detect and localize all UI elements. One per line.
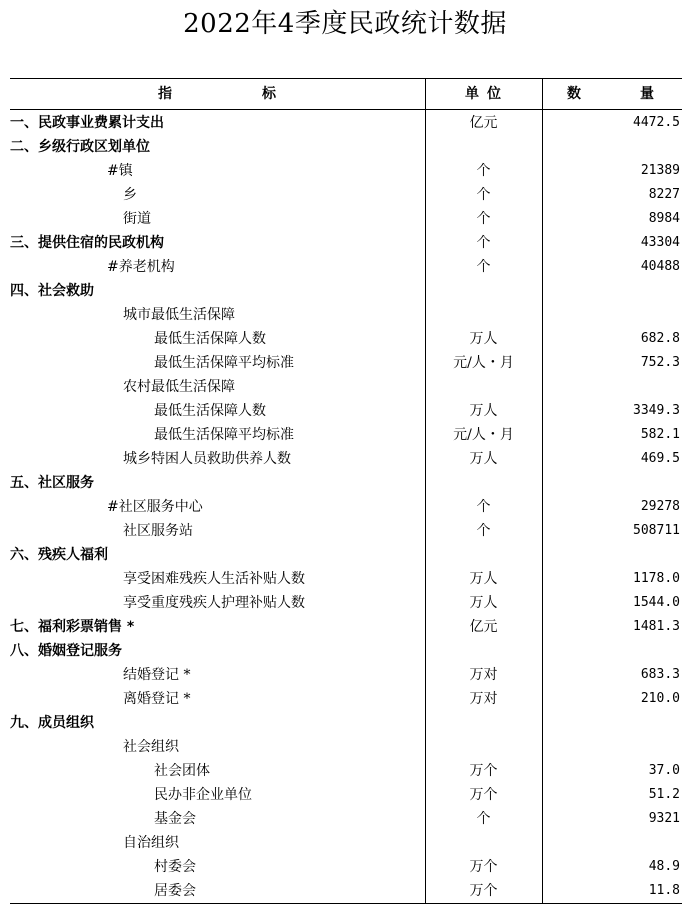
- unit-cell: 万对: [469, 667, 498, 683]
- indicator-name: 享受重度残疾人护理补贴人数: [123, 595, 305, 611]
- indicator-name: 社会组织: [123, 739, 179, 755]
- table-row: [10, 135, 682, 159]
- value-cell: 210.0: [640, 691, 680, 706]
- table-row: [10, 783, 682, 807]
- unit-cell: 个: [476, 163, 491, 179]
- indicator-name: 城市最低生活保障: [123, 307, 235, 323]
- section-heading: 五、社区服务: [10, 475, 94, 491]
- unit-cell: 亿元: [469, 619, 498, 635]
- value-cell: 9321: [648, 811, 680, 826]
- header-value-part2: 量: [640, 86, 654, 102]
- header-indicator-part1: 指: [158, 86, 172, 102]
- indicator-name: 离婚登记 *: [123, 691, 191, 707]
- table-row: [10, 471, 682, 495]
- section-heading: 六、残疾人福利: [10, 547, 108, 563]
- value-cell: 40488: [640, 259, 680, 274]
- unit-cell: 万人: [469, 595, 498, 611]
- section-heading: 九、成员组织: [10, 715, 94, 731]
- indicator-name: 城乡特困人员救助供养人数: [123, 451, 291, 467]
- header-unit: 单位: [465, 86, 509, 102]
- table-row: [10, 159, 682, 183]
- indicator-name: 民办非企业单位: [154, 787, 252, 803]
- value-cell: 682.8: [640, 331, 680, 346]
- table-body: [10, 111, 682, 903]
- table-row: [10, 231, 682, 255]
- table-row: [10, 615, 682, 639]
- table-row: [10, 807, 682, 831]
- indicator-name: 结婚登记 *: [123, 667, 191, 683]
- table-row: [10, 111, 682, 135]
- section-heading: 三、提供住宿的民政机构: [10, 235, 164, 251]
- table-row: [10, 687, 682, 711]
- value-cell: 4472.5: [633, 115, 680, 130]
- table-row: [10, 183, 682, 207]
- unit-cell: 个: [476, 211, 491, 227]
- unit-cell: 个: [476, 235, 491, 251]
- table-row: [10, 591, 682, 615]
- indicator-name: 村委会: [154, 859, 196, 875]
- table-row: [10, 375, 682, 399]
- unit-cell: 个: [476, 259, 491, 275]
- value-cell: 48.9: [648, 859, 680, 874]
- indicator-name: 农村最低生活保障: [123, 379, 235, 395]
- value-cell: 11.8: [648, 883, 680, 898]
- table-row: [10, 495, 682, 519]
- table-row: [10, 351, 682, 375]
- value-cell: 1544.0: [633, 595, 680, 610]
- value-cell: 582.1: [640, 427, 680, 442]
- table-row: [10, 327, 682, 351]
- unit-cell: 万个: [469, 787, 498, 803]
- value-cell: 8227: [648, 187, 680, 202]
- value-cell: 508711: [633, 523, 680, 538]
- unit-cell: 万对: [469, 691, 498, 707]
- table-row: [10, 207, 682, 231]
- unit-cell: 个: [476, 811, 491, 827]
- value-cell: 51.2: [648, 787, 680, 802]
- unit-cell: 个: [476, 523, 491, 539]
- indicator-name: #养老机构: [107, 259, 175, 275]
- table-row: [10, 735, 682, 759]
- unit-cell: 万个: [469, 859, 498, 875]
- table-row: [10, 279, 682, 303]
- indicator-name: 社区服务站: [123, 523, 193, 539]
- unit-cell: 万个: [469, 763, 498, 779]
- header-value-part1: 数: [567, 86, 581, 102]
- page-title: 2022年4季度民政统计数据: [183, 9, 507, 39]
- indicator-name: 最低生活保障平均标准: [154, 427, 294, 443]
- indicator-name: 居委会: [154, 883, 196, 899]
- table-row: [10, 447, 682, 471]
- table-row: [10, 855, 682, 879]
- indicator-name: 街道: [123, 211, 151, 227]
- unit-cell: 元/人・月: [453, 355, 514, 371]
- indicator-name: 社会团体: [154, 763, 210, 779]
- unit-cell: 元/人・月: [453, 427, 514, 443]
- table-row: [10, 879, 682, 903]
- unit-cell: 万个: [469, 883, 498, 899]
- value-cell: 37.0: [648, 763, 680, 778]
- value-cell: 1178.0: [633, 571, 680, 586]
- table-row: [10, 663, 682, 687]
- value-cell: 752.3: [640, 355, 680, 370]
- indicator-name: #镇: [107, 163, 133, 179]
- unit-cell: 万人: [469, 403, 498, 419]
- value-cell: 1481.3: [633, 619, 680, 634]
- unit-cell: 亿元: [469, 115, 498, 131]
- value-cell: 8984: [648, 211, 680, 226]
- indicator-name: 自治组织: [123, 835, 179, 851]
- table-row: [10, 567, 682, 591]
- unit-cell: 万人: [469, 571, 498, 587]
- table-row: [10, 831, 682, 855]
- unit-cell: 万人: [469, 331, 498, 347]
- indicator-name: #社区服务中心: [107, 499, 203, 515]
- indicator-name: 基金会: [154, 811, 196, 827]
- indicator-name: 最低生活保障平均标准: [154, 355, 294, 371]
- value-cell: 43304: [640, 235, 680, 250]
- table-row: [10, 543, 682, 567]
- value-cell: 469.5: [640, 451, 680, 466]
- table-row: [10, 759, 682, 783]
- table-row: [10, 423, 682, 447]
- table-header: [10, 79, 682, 110]
- unit-cell: 个: [476, 187, 491, 203]
- indicator-name: 乡: [123, 187, 137, 203]
- value-cell: 21389: [640, 163, 680, 178]
- table-row: [10, 303, 682, 327]
- section-heading: 二、乡级行政区划单位: [10, 139, 150, 155]
- value-cell: 3349.3: [633, 403, 680, 418]
- table-row: [10, 711, 682, 735]
- table-row: [10, 399, 682, 423]
- value-cell: 29278: [640, 499, 680, 514]
- indicator-name: 最低生活保障人数: [154, 331, 266, 347]
- statistics-table: [10, 78, 682, 904]
- unit-cell: 个: [476, 499, 491, 515]
- section-heading: 四、社会救助: [10, 283, 94, 299]
- indicator-name: 最低生活保障人数: [154, 403, 266, 419]
- table-row: [10, 519, 682, 543]
- header-indicator-part2: 标: [262, 86, 276, 102]
- table-row: [10, 639, 682, 663]
- section-heading: 七、福利彩票销售 *: [10, 619, 135, 635]
- indicator-name: 享受困难残疾人生活补贴人数: [123, 571, 305, 587]
- unit-cell: 万人: [469, 451, 498, 467]
- value-cell: 683.3: [640, 667, 680, 682]
- table-row: [10, 255, 682, 279]
- section-heading: 八、婚姻登记服务: [10, 643, 122, 659]
- section-heading: 一、民政事业费累计支出: [10, 115, 164, 131]
